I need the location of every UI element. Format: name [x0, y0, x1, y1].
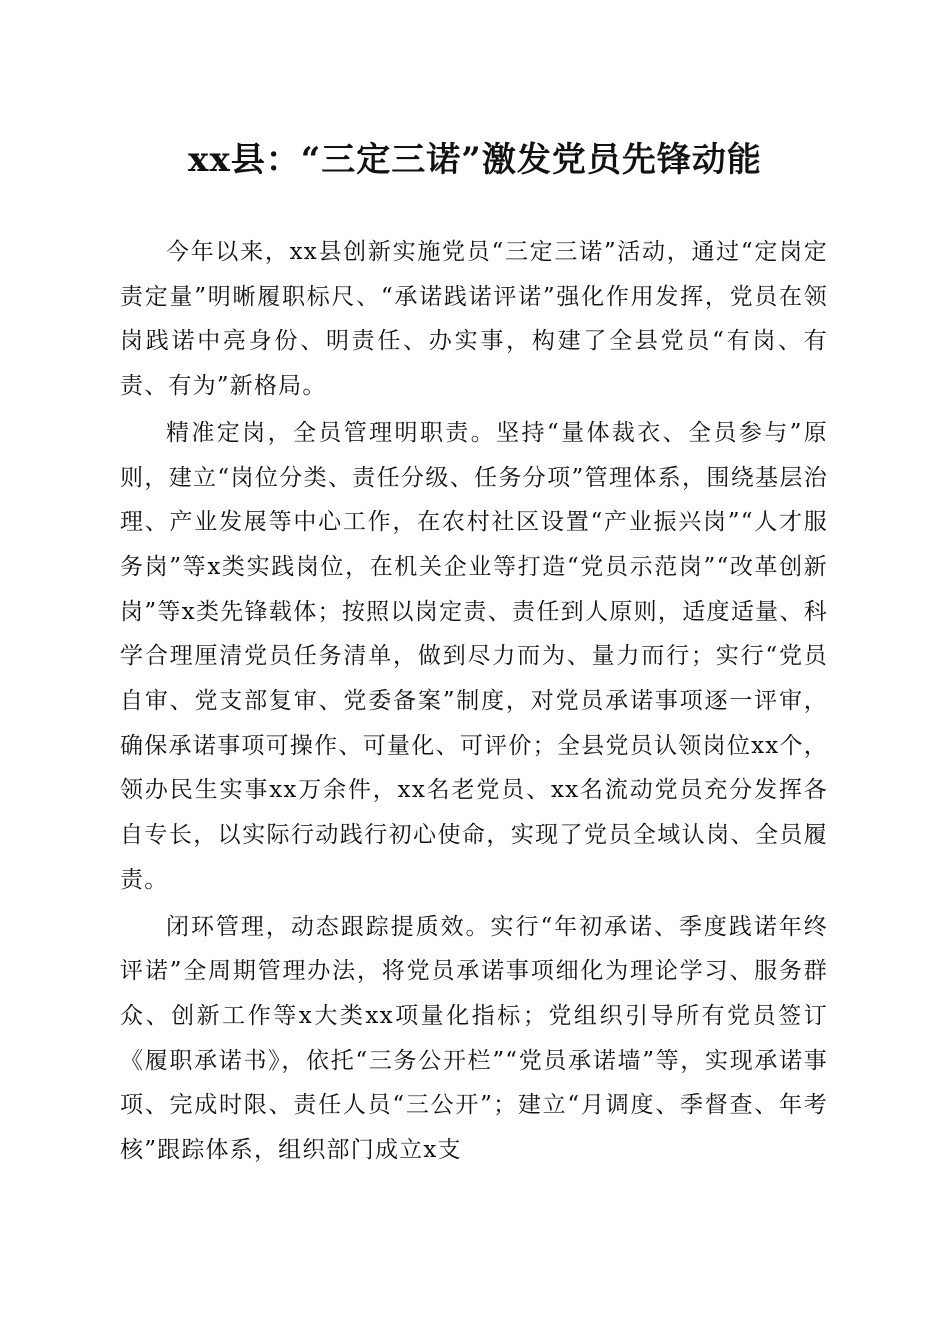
document-title: xx县：“三定三诺”激发党员先锋动能 [188, 140, 762, 180]
document-body [120, 230, 828, 1175]
paragraph-closed-loop: 闭环管理，动态跟踪提质效。实行“年初承诺、季度践诺年终评诺”全周期管理办法，将党员承诺事项细化为理论学习、服务群众、创新工作等x大类xx项量化指标；党组织引导所有党员签订《履职承诺书》，依托“三务公开栏”“党员承诺墙”等，实现承诺事项、完成时限、责任人员“三公开”；建立“月调度、季督查、年考核”跟踪体系，组织部门成立x支 [120, 913, 828, 1164]
paragraph-intro: 今年以来，xx县创新实施党员“三定三诺”活动，通过“定岗定责定量”明晰履职标尺、“承诺践诺评诺”强化作用发挥，党员在领岗践诺中亮身份、明责任、办实事，构建了全县党员“有岗、有责、有为”新格局。 [120, 239, 828, 400]
paragraph-precise-posts: 精准定岗，全员管理明职责。坚持“量体裁衣、全员参与”原则，建立“岗位分类、责任分级、任务分项”管理体系，围绕基层治理、产业发展等中心工作，在农村社区设置“产业振兴岗”“人才服务岗”等x类实践岗位，在机关企业等打造“党员示范岗”“改革创新岗”等x类先锋载体；按照以岗定责、责任到人原则，适度适量、科学合理厘清党员任务清单，做到尽力而为、量力而行；实行“党员自审、党支部复审、党委备案”制度，对党员承诺事项逐一评审，确保承诺事项可操作、可量化、可评价；全县党员认领岗位xx个，领办民生实事xx万余件，xx名老党员、xx名流动党员充分发挥各自专长，以实际行动践行初心使命，实现了党员全域认岗、全员履责。 [120, 419, 828, 893]
